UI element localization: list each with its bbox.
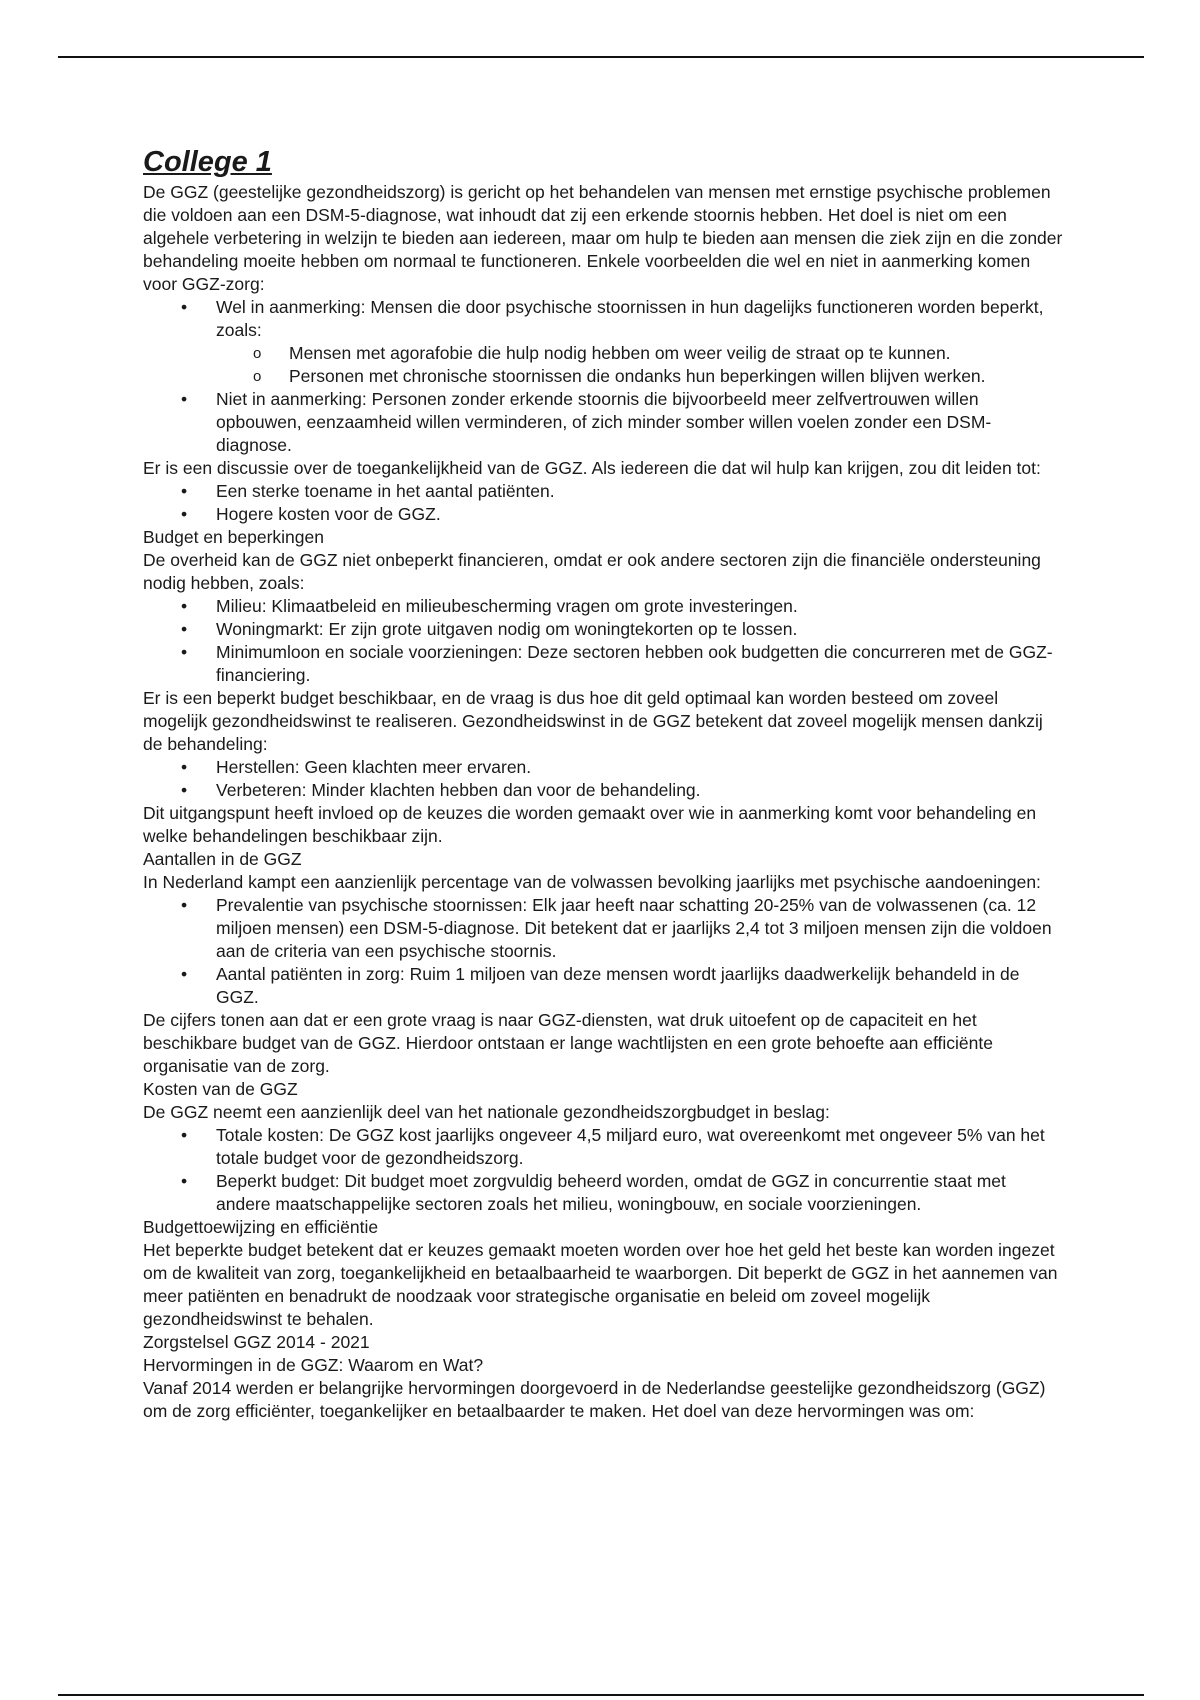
section-heading: Kosten van de GGZ	[143, 1079, 298, 1099]
list-item: • Minimumloon en sociale voorzieningen: Deze sectoren hebben ook budgetten die concurreren met de GGZ-financiering.	[143, 641, 1063, 687]
list-item: • Prevalentie van psychische stoornissen: Elk jaar heeft naar schatting 20-25% van de volwassenen (ca. 12 miljoen mensen) een DSM-5-diagnose. Dit betekent dat er jaarlijks 2,4 tot 3 miljoen mensen zijn die voldoen aan de criteria van een psychische stoornis.	[143, 894, 1063, 963]
eligibility-list	[143, 296, 1063, 457]
section-heading: Hervormingen in de GGZ: Waarom en Wat?	[143, 1355, 484, 1375]
document-page	[143, 145, 1063, 1423]
list-item: • Aantal patiënten in zorg: Ruim 1 miljoen van deze mensen wordt jaarlijks daadwerkelijk behandeld in de GGZ.	[143, 963, 1063, 1009]
list-item: o Personen met chronische stoornissen die ondanks hun beperkingen willen blijven werken.	[216, 365, 1063, 388]
section-heading: Aantallen in de GGZ	[143, 849, 302, 869]
aantallen-list	[143, 894, 1063, 1009]
aantallen-after-paragraph: De cijfers tonen aan dat er een grote vraag is naar GGZ-diensten, wat druk uitoefent op de capaciteit en het beschikbare budget van de GGZ. Hierdoor ontstaan er lange wachtlijsten en een grote behoefte aan efficiënte organisatie van de zorg.	[143, 1010, 993, 1076]
list-item: • Niet in aanmerking: Personen zonder erkende stoornis die bijvoorbeeld meer zelfvertrouwen willen opbouwen, eenzaamheid willen verminderen, of zich minder somber willen voelen zonder een DSM-diagnose.	[143, 388, 1063, 457]
list-item: • Verbeteren: Minder klachten hebben dan voor de behandeling.	[143, 779, 1063, 802]
toewijzing-paragraph: Het beperkte budget betekent dat er keuzes gemaakt moeten worden over hoe het geld het beste kan worden ingezet om de kwaliteit van zorg, toegankelijkheid en betaalbaarheid te waarborgen. Dit beperkt de GGZ in het aannemen van meer patiënten en benadrukt de noodzaak voor strategische organisatie en beleid om zoveel mogelijk gezondheidswinst te behalen.	[143, 1240, 1058, 1329]
aantallen-paragraph: In Nederland kampt een aanzienlijk percentage van de volwassen bevolking jaarlijks met psychische aandoeningen:	[143, 872, 1041, 892]
budget-list	[143, 595, 1063, 687]
section-heading: Zorgstelsel GGZ 2014 - 2021	[143, 1332, 370, 1352]
kosten-list	[143, 1124, 1063, 1216]
section-heading: Budgettoewijzing en efficiëntie	[143, 1217, 379, 1237]
list-item: • Hogere kosten voor de GGZ.	[143, 503, 1063, 526]
hervorming-paragraph: Vanaf 2014 werden er belangrijke hervormingen doorgevoerd in de Nederlandse geestelijke gezondheidszorg (GGZ) om de zorg efficiënter, toegankelijker en betaalbaarder te maken. Het doel van deze hervormingen was om:	[143, 1378, 1046, 1421]
winst-list	[143, 756, 1063, 802]
kosten-paragraph: De GGZ neemt een aanzienlijk deel van het nationale gezondheidszorgbudget in beslag:	[143, 1102, 830, 1122]
header-rule	[58, 56, 1144, 58]
intro-paragraph: De GGZ (geestelijke gezondheidszorg) is gericht op het behandelen van mensen met ernstige psychische problemen die voldoen aan een DSM-5-diagnose, wat inhoudt dat zij een erkende stoornis hebben. Het doel is niet om een algehele verbetering in welzijn te bieden aan iedereen, maar om hulp te bieden aan mensen die ziek zijn en die zonder behandeling moeite hebben om normaal te functioneren. Enkele voorbeelden die wel en niet in aanmerking komen voor GGZ-zorg:	[143, 182, 1063, 294]
document-title: College 1	[143, 146, 272, 178]
list-item: • Herstellen: Geen klachten meer ervaren.	[143, 756, 1063, 779]
wel-item-text: Wel in aanmerking: Mensen die door psychische stoornissen in hun dagelijks functioneren worden beperkt, zoals:	[216, 297, 1044, 340]
winst-paragraph: Er is een beperkt budget beschikbaar, en de vraag is dus hoe dit geld optimaal kan worden besteed om zoveel mogelijk gezondheidswinst te realiseren. Gezondheidswinst in de GGZ betekent dat zoveel mogelijk mensen dankzij de behandeling:	[143, 688, 1043, 754]
footer-rule	[58, 1694, 1144, 1696]
list-item	[143, 296, 1063, 388]
wel-examples-list	[216, 342, 1063, 388]
winst-after-paragraph: Dit uitgangspunt heeft invloed op de keuzes die worden gemaakt over wie in aanmerking komt voor behandeling en welke behandelingen beschikbaar zijn.	[143, 803, 1037, 846]
list-item: • Totale kosten: De GGZ kost jaarlijks ongeveer 4,5 miljard euro, wat overeenkomt met ongeveer 5% van het totale budget voor de gezondheidszorg.	[143, 1124, 1063, 1170]
discussion-paragraph: Er is een discussie over de toegankelijkheid van de GGZ. Als iedereen die dat wil hulp kan krijgen, zou dit leiden tot:	[143, 458, 1041, 478]
list-item: o Mensen met agorafobie die hulp nodig hebben om weer veilig de straat op te kunnen.	[216, 342, 1063, 365]
list-item: • Woningmarkt: Er zijn grote uitgaven nodig om woningtekorten op te lossen.	[143, 618, 1063, 641]
list-item: • Beperkt budget: Dit budget moet zorgvuldig beheerd worden, omdat de GGZ in concurrentie staat met andere maatschappelijke sectoren zoals het milieu, woningbouw, en sociale voorzieningen.	[143, 1170, 1063, 1216]
list-item: • Een sterke toename in het aantal patiënten.	[143, 480, 1063, 503]
list-item: • Milieu: Klimaatbeleid en milieubescherming vragen om grote investeringen.	[143, 595, 1063, 618]
budget-paragraph: De overheid kan de GGZ niet onbeperkt financieren, omdat er ook andere sectoren zijn die financiële ondersteuning nodig hebben, zoals:	[143, 550, 1041, 593]
section-heading: Budget en beperkingen	[143, 527, 324, 547]
discussion-list	[143, 480, 1063, 526]
